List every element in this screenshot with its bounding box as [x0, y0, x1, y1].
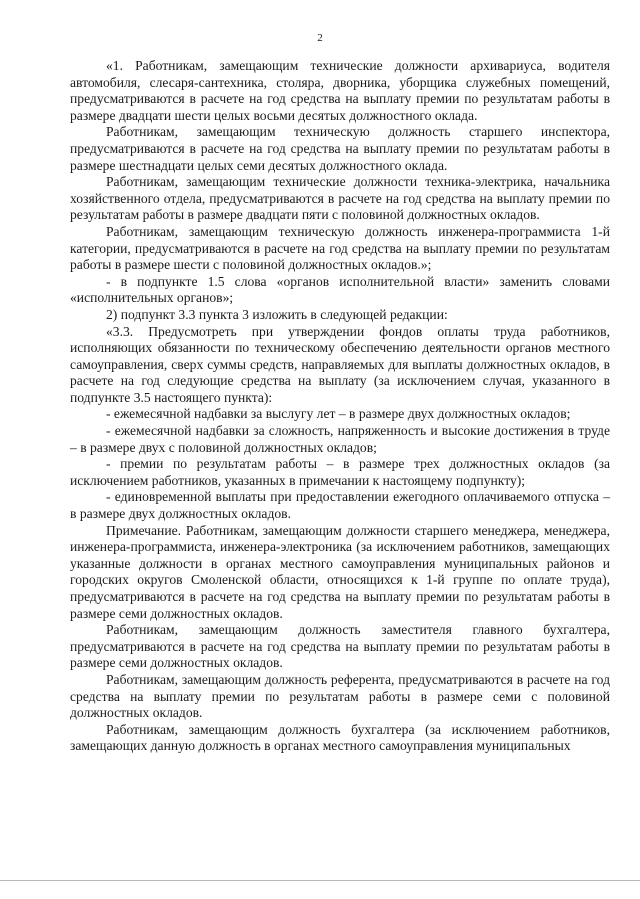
paragraph: Примечание. Работникам, замещающим должности старшего менеджера, менеджера, инженера-программиста, инженера-электроника (за исключением работников, замещающих указанные должности в органах местного самоуправления муниципальных районов и городских округов Смоленской области, относящихся к 1-й группе по оплате труда), предусматриваются в расчете на год средства на выплату премии по результатам работы в размере семи должностных окладов.	[70, 522, 610, 621]
paragraph: Работникам, замещающим должность заместителя главного бухгалтера, предусматриваются в расчете на год средства на выплату премии по результатам работы в размере семи должностных окладов.	[70, 622, 610, 671]
document-body	[70, 58, 610, 755]
paragraph: «1. Работникам, замещающим технические должности архивариуса, водителя автомобиля, слесаря-сантехника, столяра, дворника, уборщика служебных помещений, предусматриваются в расчете на год средства на выплату премии по результатам работы в размере двадцати шести целых восьми десятых должностного оклада.	[70, 58, 610, 123]
paragraph: 2) подпункт 3.3 пункта 3 изложить в следующей редакции:	[106, 306, 448, 322]
paragraph: - единовременной выплаты при предоставлении ежегодного оплачиваемого отпуска – в размере двух должностных окладов.	[70, 489, 610, 522]
paragraph: - в подпункте 1.5 слова «органов исполнительной власти» заменить словами «исполнительных органов»;	[70, 273, 610, 306]
paragraph: Работникам, замещающим техническую должность старшего инспектора, предусматриваются в расчете на год средства на выплату премии по результатам работы в размере шестнадцати целых семи десятых должностного оклада.	[70, 124, 610, 173]
paragraph: Работникам, замещающим должность бухгалтера (за исключением работников, замещающих данную должность в органах местного самоуправления муниципальных	[70, 721, 610, 754]
page-bottom-divider	[0, 880, 640, 881]
paragraph: - премии по результатам работы – в размере трех должностных окладов (за исключением работников, указанных в примечании к настоящему подпункту);	[70, 456, 610, 488]
paragraph: Работникам, замещающим техническую должность инженера-программиста 1-й категории, предусматриваются в расчете на год средства на выплату премии по результатам работы в размере шести с половиной должностных окладов.»;	[70, 223, 610, 273]
paragraph: - ежемесячной надбавки за выслугу лет – в размере двух должностных окладов;	[106, 406, 571, 422]
paragraph: «3.3. Предусмотреть при утверждении фондов оплаты труда работников, исполняющих обязанности по техническому обеспечению деятельности органов местного самоуправления, сверх суммы средств, направляемых для выплаты должностных окладов, в расчете на год следующие средства на выплату (за исключением случая, указанного в подпункте 3.5 настоящего пункта):	[70, 323, 610, 405]
paragraph: Работникам, замещающим технические должности техника-электрика, начальника хозяйственного отдела, предусматриваются в расчете на год средства на выплату премии по результатам работы в размере двадцати пяти с половиной должностных окладов.	[70, 174, 610, 223]
paragraph: Работникам, замещающим должность референта, предусматриваются в расчете на год средства на выплату премии по результатам работы в размере семи с половиной должностных окладов.	[70, 671, 610, 721]
paragraph: - ежемесячной надбавки за сложность, напряженность и высокие достижения в труде – в размере двух с половиной должностных окладов;	[70, 423, 610, 455]
page-number: 2	[317, 32, 323, 44]
